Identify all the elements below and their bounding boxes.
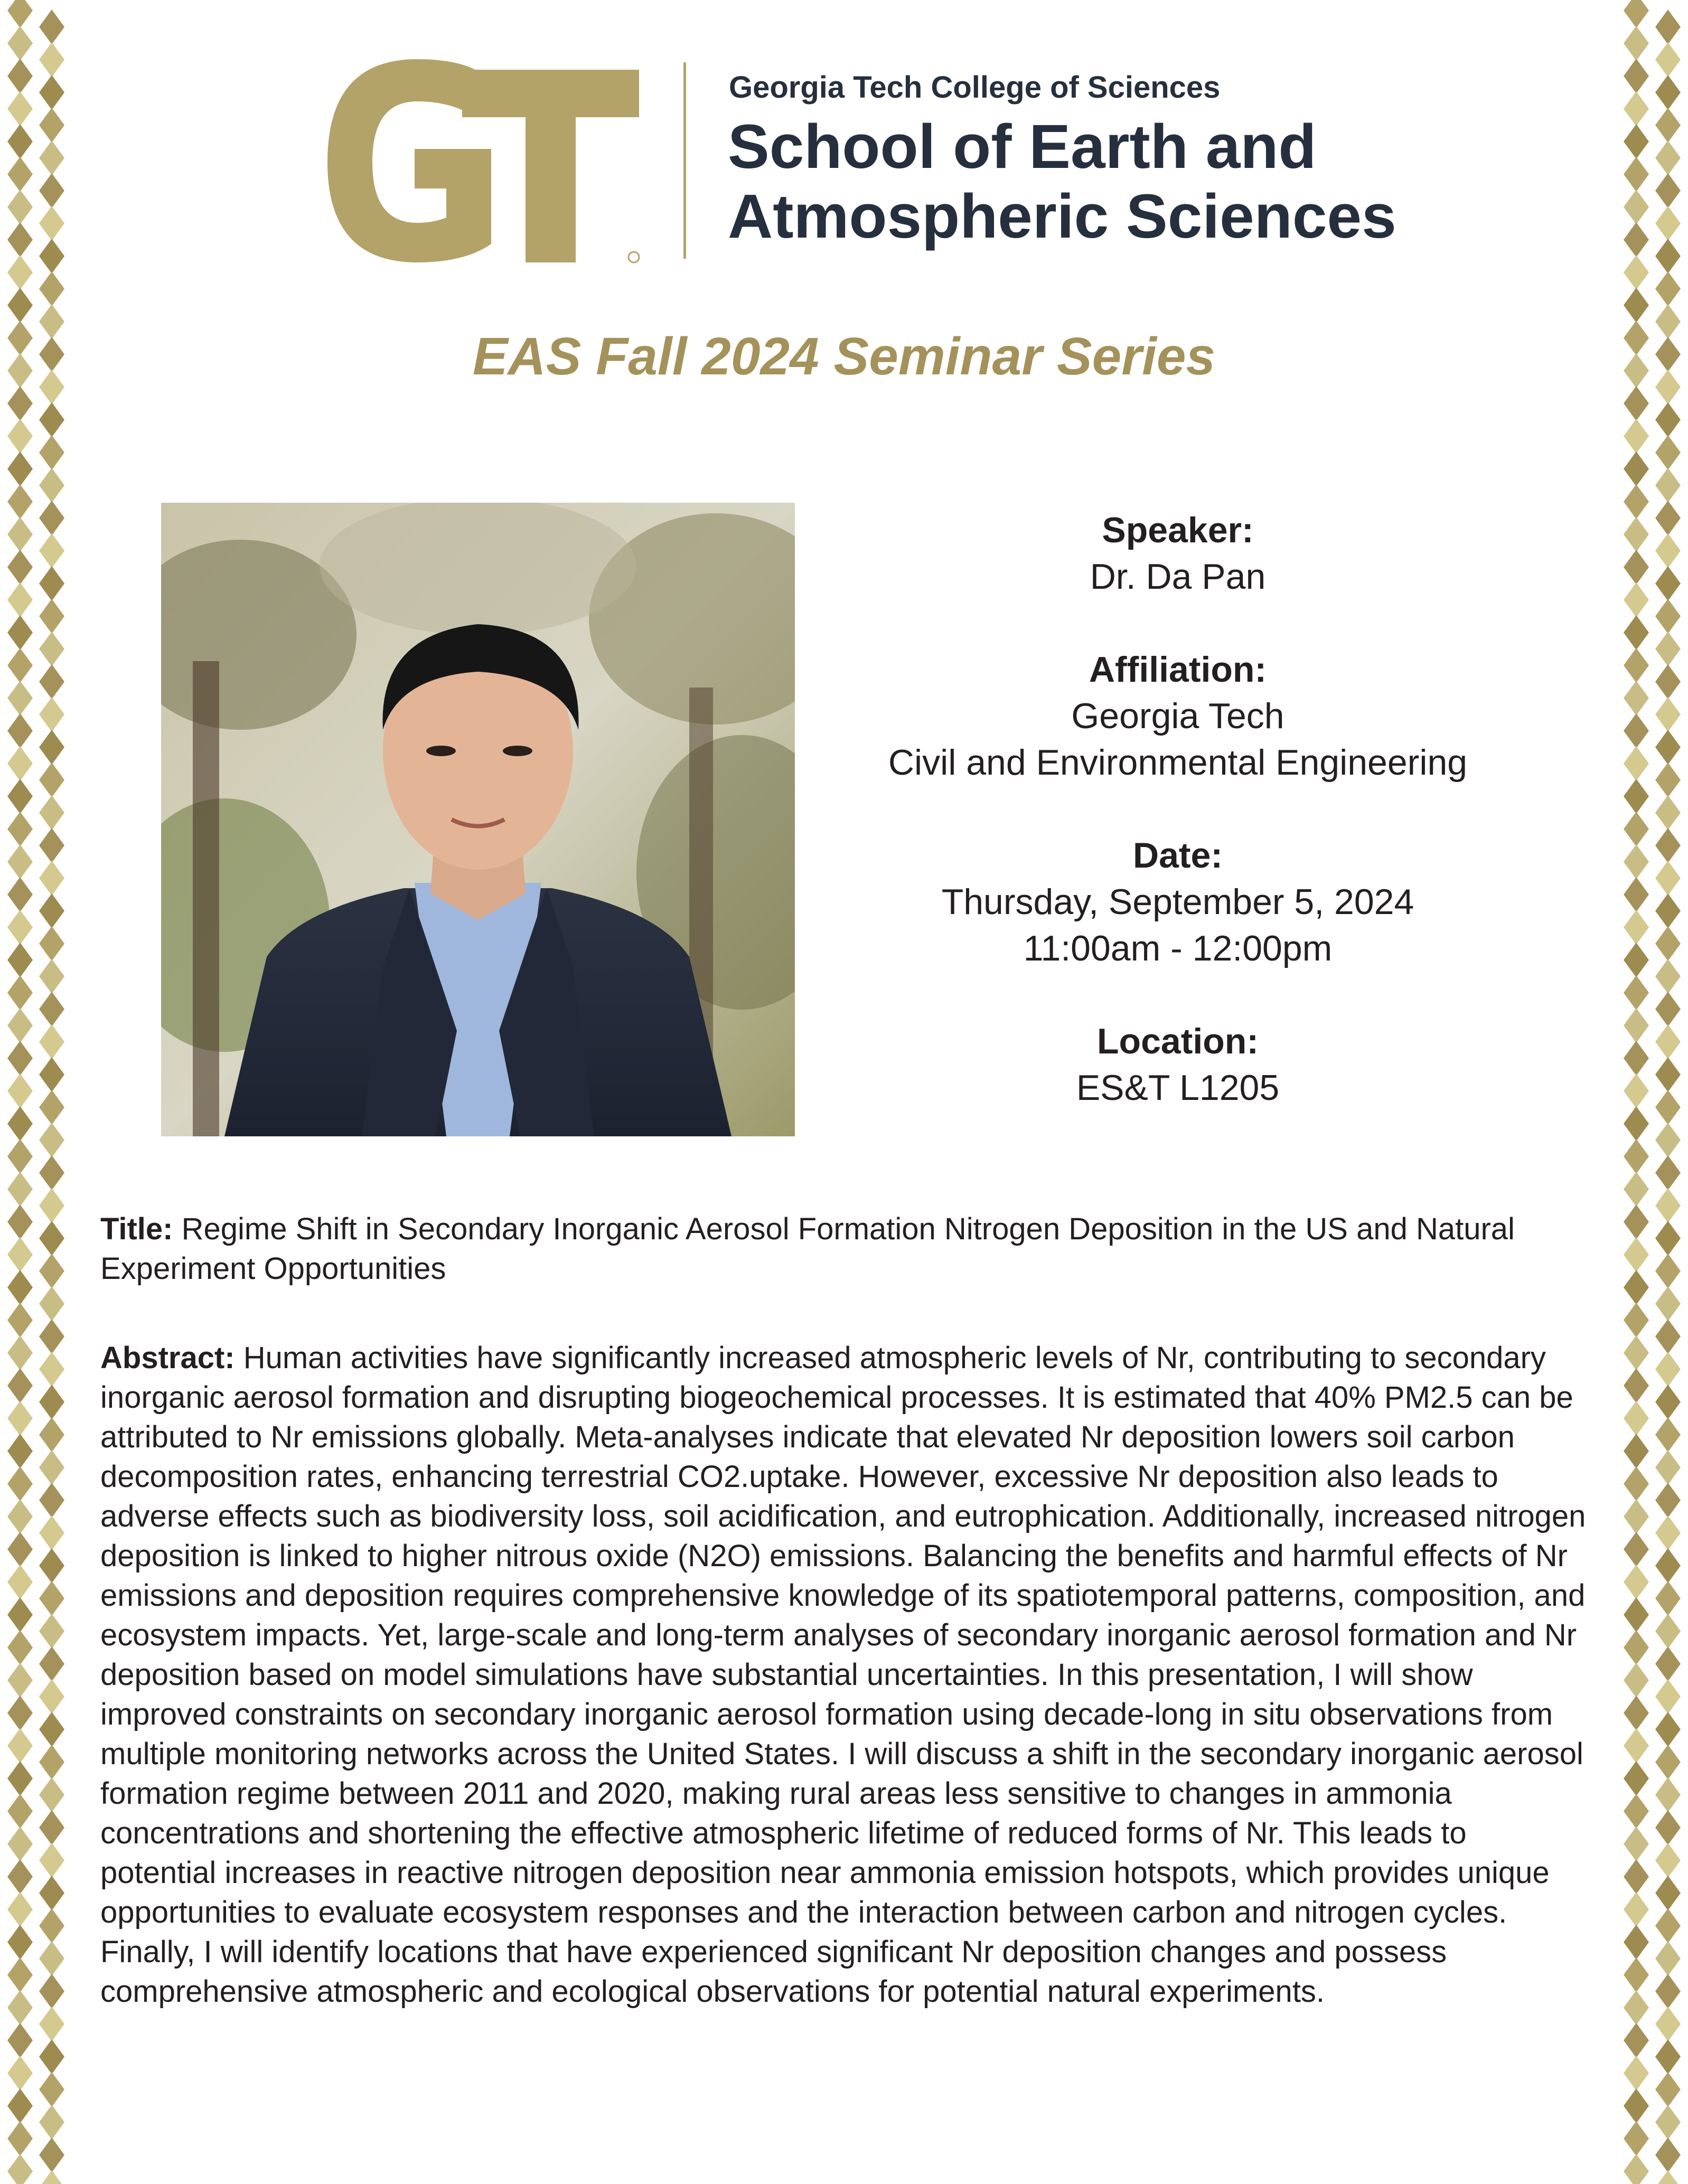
border-diamond xyxy=(39,730,64,765)
border-diamond xyxy=(7,1597,33,1632)
border-diamond xyxy=(1624,713,1649,748)
border-diamond xyxy=(1624,2023,1649,2058)
header xyxy=(317,59,1426,265)
border-diamond xyxy=(7,1401,33,1436)
border-diamond xyxy=(7,1696,33,1730)
border-diamond xyxy=(1655,1155,1681,1190)
border-diamond xyxy=(7,844,33,879)
border-diamond xyxy=(7,812,33,846)
border-diamond xyxy=(7,943,33,977)
border-diamond xyxy=(1624,779,1649,814)
border-diamond xyxy=(1655,239,1681,274)
border-diamond xyxy=(39,1123,64,1157)
border-diamond xyxy=(7,2056,33,2091)
border-diamond xyxy=(7,1074,33,1108)
border-diamond xyxy=(1655,1777,1681,1812)
border-diamond xyxy=(39,664,64,699)
border-diamond xyxy=(1624,91,1649,126)
border-diamond xyxy=(7,1303,33,1338)
border-diamond xyxy=(39,402,64,437)
speaker-label: Speaker: xyxy=(1102,510,1254,550)
border-diamond xyxy=(7,648,33,683)
border-diamond xyxy=(39,1090,64,1125)
border-diamond xyxy=(1624,1597,1649,1632)
border-diamond xyxy=(1655,1745,1681,1780)
border-diamond xyxy=(1624,1957,1649,1992)
border-diamond xyxy=(39,1941,64,1976)
border-diamond xyxy=(7,2088,33,2123)
border-diamond xyxy=(39,501,64,535)
border-diamond xyxy=(7,1794,33,1829)
border-diamond xyxy=(39,599,64,634)
border-diamond xyxy=(39,1974,64,2009)
border-diamond xyxy=(1624,1008,1649,1043)
border-diamond xyxy=(1624,1499,1649,1534)
border-diamond xyxy=(39,533,64,568)
border-diamond xyxy=(1624,1335,1649,1370)
border-diamond xyxy=(1624,1434,1649,1468)
border-diamond xyxy=(1655,632,1681,666)
border-diamond xyxy=(1655,271,1681,306)
border-diamond xyxy=(1655,1385,1681,1419)
border-diamond xyxy=(39,1188,64,1223)
border-diamond xyxy=(1624,1172,1649,1207)
border-diamond xyxy=(39,10,64,44)
border-diamond xyxy=(7,1106,33,1141)
border-diamond xyxy=(1624,386,1649,421)
border-diamond xyxy=(39,1286,64,1321)
border-diamond xyxy=(1624,1696,1649,1730)
school-name-line1: School of Earth and xyxy=(728,112,1317,182)
border-diamond xyxy=(1655,1712,1681,1747)
border-diamond xyxy=(39,2072,64,2107)
border-diamond xyxy=(1655,1417,1681,1452)
gt-logo-icon xyxy=(317,59,644,265)
border-diamond xyxy=(7,615,33,650)
border-diamond xyxy=(1624,451,1649,486)
border-diamond xyxy=(7,877,33,912)
border-diamond xyxy=(7,255,33,290)
border-diamond xyxy=(1655,402,1681,437)
border-diamond xyxy=(7,1172,33,1207)
border-diamond xyxy=(1655,42,1681,77)
speaker-value: Dr. Da Pan xyxy=(1090,557,1266,597)
border-diamond xyxy=(1655,10,1681,44)
border-diamond xyxy=(7,1532,33,1567)
border-diamond xyxy=(7,1892,33,1927)
border-diamond xyxy=(7,2121,33,2156)
border-diamond xyxy=(1624,288,1649,323)
border-diamond xyxy=(1624,648,1649,683)
border-diamond xyxy=(39,1221,64,1256)
border-diamond xyxy=(39,2007,64,2041)
border-diamond xyxy=(1624,1074,1649,1108)
border-diamond xyxy=(1624,975,1649,1010)
border-diamond xyxy=(39,893,64,928)
speaker-portrait-icon xyxy=(161,503,795,1136)
border-diamond xyxy=(7,1008,33,1043)
border-diamond xyxy=(1655,2007,1681,2041)
border-diamond xyxy=(39,2170,64,2184)
border-diamond xyxy=(1655,2170,1681,2184)
border-diamond xyxy=(39,632,64,666)
border-diamond xyxy=(1655,2105,1681,2140)
border-diamond xyxy=(1655,1090,1681,1125)
border-diamond xyxy=(1624,1565,1649,1599)
border-diamond xyxy=(39,2105,64,2140)
abstract-text: Human activities have significantly increased atmospheric levels of Nr, contributing to secondary inorganic aerosol formation and disrupting biogeochemical processes. It is estimated that 40% PM2.5 can be attributed to Nr emissions globally. Meta-analyses indicate that elevated Nr deposition lowers soil carbon decomposition rates, enhancing terrestrial CO2.uptake. However, excessive Nr deposition also leads to adverse effects such as biodiversity loss, soil acidification, and eutrophication. Additionally, increased nitrogen deposition is linked to higher nitrous oxide (N2O) emissions. Balancing the benefits and harmful effects of Nr emissions and deposition requires comprehensive knowledge of its spatiotemporal patterns, composition, and ecosystem impacts. Yet, large-scale and long-term analyses of secondary inorganic aerosol formation and Nr deposition based on model simulations have substantial uncertainties. In this presentation, I will show improved constraints on secondary inorganic aerosol formation using decade-long in situ observations from multiple monitoring networks across the United States. I will discuss a shift in the secondary inorganic aerosol formation regime between 2011 and 2020, making rural areas less sensitive to changes in ammonia concentrations and shortening the effective atmospheric lifetime of reduced forms of Nr. This leads to potential increases in reactive nitrogen deposition near ammonia emission hotspots, which provides unique opportunities to evaluate ecosystem responses and the interaction between carbon and nitrogen cycles. Finally, I will identify locations that have experienced significant Nr deposition changes and possess comprehensive atmospheric and ecological observations for potential natural experiments. xyxy=(100,1341,1586,2009)
border-diamond xyxy=(39,1483,64,1518)
border-diamond xyxy=(39,828,64,863)
border-diamond xyxy=(39,1614,64,1649)
school-name xyxy=(728,112,1396,251)
border-diamond xyxy=(1655,108,1681,143)
border-diamond xyxy=(1624,1663,1649,1698)
border-diamond xyxy=(7,1761,33,1796)
border-diamond xyxy=(1655,1188,1681,1223)
border-diamond xyxy=(39,1908,64,1943)
border-diamond xyxy=(7,1237,33,1272)
border-diamond xyxy=(1655,140,1681,175)
border-diamond xyxy=(1655,1941,1681,1976)
border-diamond xyxy=(1655,1646,1681,1681)
border-diamond xyxy=(7,1335,33,1370)
border-diamond xyxy=(7,1630,33,1665)
border-diamond xyxy=(1624,681,1649,716)
border-diamond xyxy=(1655,697,1681,732)
border-diamond xyxy=(39,435,64,470)
border-diamond xyxy=(1655,206,1681,241)
border-diamond xyxy=(1624,59,1649,93)
border-diamond xyxy=(39,1745,64,1780)
border-diamond xyxy=(7,59,33,93)
border-diamond xyxy=(1655,2039,1681,2074)
border-diamond xyxy=(7,1499,33,1534)
border-diamond xyxy=(39,239,64,274)
border-diamond xyxy=(1624,746,1649,781)
border-diamond xyxy=(39,1057,64,1092)
border-diamond xyxy=(1624,1630,1649,1665)
border-diamond xyxy=(7,26,33,61)
border-diamond xyxy=(1624,943,1649,977)
border-diamond xyxy=(39,1581,64,1616)
border-diamond xyxy=(1655,1352,1681,1387)
border-diamond xyxy=(1624,190,1649,224)
border-diamond xyxy=(7,713,33,748)
border-diamond xyxy=(7,779,33,814)
school-name-line2: Atmospheric Sciences xyxy=(728,182,1396,251)
border-diamond xyxy=(1655,1843,1681,1878)
border-diamond xyxy=(39,1385,64,1419)
border-diamond xyxy=(1655,468,1681,503)
border-diamond xyxy=(7,222,33,257)
border-diamond xyxy=(1655,533,1681,568)
border-diamond xyxy=(1624,1827,1649,1861)
border-diamond xyxy=(7,1957,33,1992)
border-diamond xyxy=(7,157,33,192)
border-diamond xyxy=(1624,1106,1649,1141)
border-diamond xyxy=(1655,992,1681,1027)
border-diamond xyxy=(1624,484,1649,519)
border-diamond xyxy=(1655,1810,1681,1845)
affiliation-label: Affiliation: xyxy=(1089,649,1267,690)
abstract-label: Abstract: xyxy=(100,1341,235,1375)
border-diamond xyxy=(39,1712,64,1747)
border-diamond xyxy=(7,910,33,945)
border-diamond xyxy=(1624,517,1649,552)
border-diamond xyxy=(1655,1450,1681,1485)
border-diamond xyxy=(1624,1368,1649,1403)
border-diamond xyxy=(1655,2138,1681,2172)
location-value: ES&T L1205 xyxy=(1076,1068,1280,1108)
border-diamond xyxy=(1624,1041,1649,1076)
border-diamond xyxy=(7,1990,33,2025)
border-diamond xyxy=(1655,2072,1681,2107)
border-diamond xyxy=(1655,1581,1681,1616)
border-diamond xyxy=(1655,861,1681,896)
border-diamond xyxy=(39,1679,64,1714)
border-diamond xyxy=(39,1319,64,1354)
border-diamond xyxy=(1624,1466,1649,1501)
border-diamond xyxy=(39,468,64,503)
border-diamond xyxy=(39,1155,64,1190)
border-diamond xyxy=(7,1663,33,1698)
border-diamond xyxy=(1655,828,1681,863)
border-diamond xyxy=(39,2039,64,2074)
border-diamond xyxy=(1624,550,1649,585)
border-diamond xyxy=(1655,1679,1681,1714)
border-diamond xyxy=(7,1565,33,1599)
border-diamond xyxy=(1624,1761,1649,1796)
border-diamond xyxy=(1624,1532,1649,1567)
border-diamond xyxy=(7,1434,33,1468)
border-diamond xyxy=(1624,1925,1649,1960)
border-diamond xyxy=(7,419,33,454)
border-diamond xyxy=(1655,1254,1681,1288)
border-diamond xyxy=(1624,812,1649,846)
title-text: Regime Shift in Secondary Inorganic Aerosol Formation Nitrogen Deposition in the US and Natural Experiment Opportunities xyxy=(100,1212,1515,1286)
location-label: Location: xyxy=(1097,1021,1259,1061)
border-diamond xyxy=(1624,910,1649,945)
border-diamond xyxy=(1624,1859,1649,1894)
border-diamond xyxy=(1624,1728,1649,1763)
border-diamond xyxy=(39,1515,64,1550)
border-diamond xyxy=(1624,1303,1649,1338)
border-diamond xyxy=(7,1270,33,1305)
affiliation-line1: Georgia Tech xyxy=(1071,696,1284,736)
border-diamond xyxy=(7,288,33,323)
border-diamond xyxy=(7,1368,33,1403)
event-info xyxy=(819,507,1537,1111)
border-diamond xyxy=(7,91,33,126)
border-diamond xyxy=(1655,926,1681,961)
border-diamond xyxy=(1624,1892,1649,1927)
border-diamond xyxy=(1624,1270,1649,1305)
border-diamond xyxy=(1624,1237,1649,1272)
border-diamond xyxy=(1655,664,1681,699)
border-diamond xyxy=(1624,157,1649,192)
border-diamond xyxy=(1624,124,1649,159)
border-diamond xyxy=(1655,173,1681,208)
border-diamond xyxy=(1624,582,1649,617)
border-diamond xyxy=(7,550,33,585)
border-diamond xyxy=(39,959,64,994)
border-diamond xyxy=(7,517,33,552)
border-diamond xyxy=(1655,75,1681,110)
border-diamond xyxy=(1655,1908,1681,1943)
border-diamond xyxy=(7,190,33,224)
border-diamond xyxy=(1624,0,1649,28)
border-diamond xyxy=(39,42,64,77)
border-diamond xyxy=(7,484,33,519)
border-diamond xyxy=(7,975,33,1010)
border-diamond xyxy=(1655,730,1681,765)
border-diamond xyxy=(1655,1123,1681,1157)
border-diamond xyxy=(1655,1515,1681,1550)
border-diamond xyxy=(39,75,64,110)
border-diamond xyxy=(1624,1139,1649,1174)
border-diamond xyxy=(1655,762,1681,797)
border-diamond xyxy=(1655,599,1681,634)
border-diamond xyxy=(1624,2154,1649,2184)
border-diamond xyxy=(1655,1974,1681,2009)
border-diamond xyxy=(1624,222,1649,257)
border-diamond xyxy=(7,1728,33,1763)
border-diamond xyxy=(39,861,64,896)
border-diamond xyxy=(39,566,64,601)
border-diamond xyxy=(39,173,64,208)
border-diamond xyxy=(39,2138,64,2172)
border-diamond xyxy=(1655,959,1681,994)
border-diamond xyxy=(39,1777,64,1812)
border-diamond xyxy=(1624,26,1649,61)
border-diamond xyxy=(1624,1794,1649,1829)
talk-title xyxy=(100,1209,1590,1288)
border-diamond xyxy=(39,1843,64,1878)
border-diamond xyxy=(7,2154,33,2184)
border-diamond xyxy=(1655,1024,1681,1059)
border-diamond xyxy=(1655,1057,1681,1092)
border-diamond xyxy=(7,1827,33,1861)
header-divider xyxy=(683,62,686,259)
border-diamond xyxy=(7,746,33,781)
border-diamond xyxy=(1624,255,1649,290)
border-diamond xyxy=(39,140,64,175)
border-diamond xyxy=(1624,877,1649,912)
border-diamond xyxy=(1624,2088,1649,2123)
border-diamond xyxy=(7,1859,33,1894)
border-diamond xyxy=(39,1450,64,1485)
border-diamond xyxy=(7,1925,33,1960)
border-diamond xyxy=(1624,1401,1649,1436)
border-diamond xyxy=(1655,435,1681,470)
time-value: 11:00am - 12:00pm xyxy=(1023,928,1333,968)
border-diamond xyxy=(39,1646,64,1681)
border-diamond xyxy=(1655,1548,1681,1583)
border-diamond xyxy=(39,1548,64,1583)
border-diamond xyxy=(1655,1614,1681,1649)
border-diamond xyxy=(1655,1876,1681,1910)
border-diamond xyxy=(39,926,64,961)
border-diamond xyxy=(1655,893,1681,928)
border-diamond xyxy=(1624,615,1649,650)
border-diamond xyxy=(1655,566,1681,601)
border-diamond xyxy=(39,1810,64,1845)
border-diamond xyxy=(7,1041,33,1076)
college-name: Georgia Tech College of Sciences xyxy=(729,70,1221,105)
border-diamond xyxy=(7,1466,33,1501)
border-diamond xyxy=(39,108,64,143)
border-diamond xyxy=(39,697,64,732)
border-diamond xyxy=(7,582,33,617)
border-diamond xyxy=(1655,1483,1681,1518)
border-diamond xyxy=(1624,1204,1649,1239)
border-diamond xyxy=(7,681,33,716)
border-diamond xyxy=(39,271,64,306)
title-label: Title: xyxy=(100,1212,173,1246)
border-diamond xyxy=(1624,2121,1649,2156)
border-diamond xyxy=(1655,501,1681,535)
border-diamond xyxy=(1655,1286,1681,1321)
border-diamond xyxy=(39,1254,64,1288)
border-diamond xyxy=(1655,1319,1681,1354)
border-diamond xyxy=(1655,1221,1681,1256)
border-diamond xyxy=(39,992,64,1027)
border-diamond xyxy=(39,1876,64,1910)
border-diamond xyxy=(7,2023,33,2058)
border-diamond xyxy=(7,124,33,159)
border-diamond xyxy=(39,1024,64,1059)
border-diamond xyxy=(39,795,64,830)
border-diamond xyxy=(39,1417,64,1452)
border-diamond xyxy=(1624,844,1649,879)
border-diamond xyxy=(7,386,33,421)
border-diamond xyxy=(39,762,64,797)
border-diamond xyxy=(7,1204,33,1239)
date-label: Date: xyxy=(1132,835,1223,876)
affiliation-line2: Civil and Environmental Engineering xyxy=(888,742,1468,783)
border-diamond xyxy=(7,451,33,486)
seminar-series-title: EAS Fall 2024 Seminar Series xyxy=(472,327,1216,386)
talk-abstract xyxy=(100,1338,1590,2011)
border-diamond xyxy=(1624,1990,1649,2025)
border-diamond xyxy=(1624,419,1649,454)
border-diamond xyxy=(1624,2056,1649,2091)
border-diamond xyxy=(1655,795,1681,830)
border-diamond xyxy=(39,1352,64,1387)
date-value: Thursday, September 5, 2024 xyxy=(941,882,1414,922)
border-diamond xyxy=(39,206,64,241)
border-diamond xyxy=(7,1139,33,1174)
border-diamond xyxy=(7,0,33,28)
